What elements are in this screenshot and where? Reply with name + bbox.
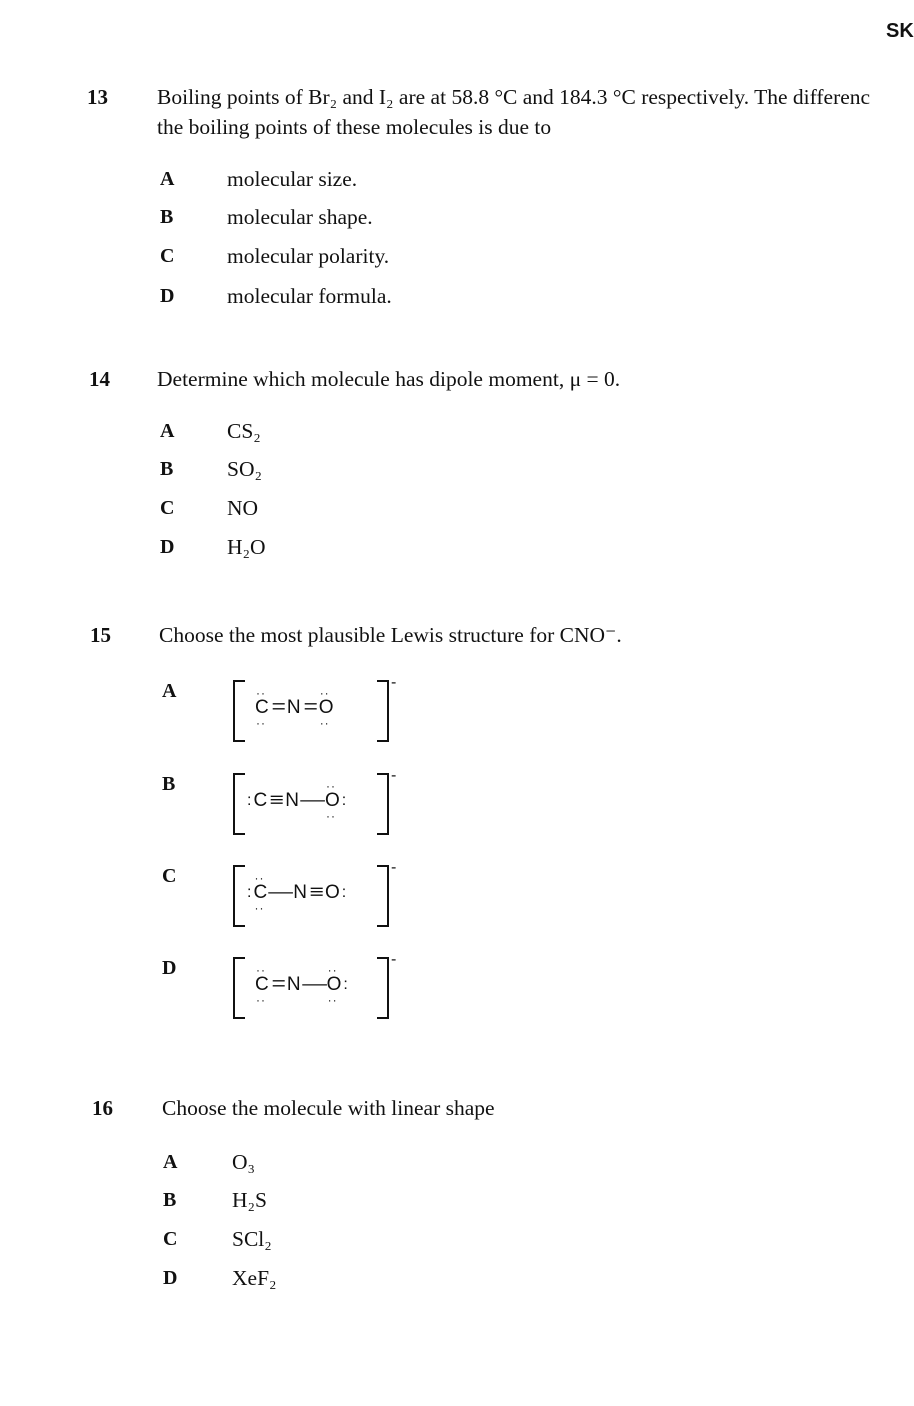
lewis-structure — [233, 951, 397, 1019]
lone-pair: : — [343, 976, 348, 993]
right-bracket — [377, 680, 389, 742]
option-text: H₂O — [227, 535, 266, 559]
atom: ·· C ·· — [255, 686, 269, 730]
atom: C — [253, 790, 268, 811]
question-text: the boiling points of these molecules is due to — [157, 115, 552, 139]
bond: = — [271, 974, 285, 995]
option-text: molecular polarity. — [227, 244, 390, 268]
option-text: molecular shape. — [227, 205, 373, 229]
option-text: molecular size. — [227, 167, 358, 191]
option-letter: C — [163, 1228, 178, 1250]
option-letter: B — [163, 1189, 177, 1211]
lewis-structure — [233, 767, 397, 835]
atom: N — [286, 697, 301, 718]
bond: ≡ — [269, 790, 283, 811]
atom: N — [285, 790, 300, 811]
left-bracket — [233, 680, 245, 742]
left-bracket — [233, 957, 245, 1019]
left-bracket — [233, 773, 245, 835]
question-text: Boiling points of Br₂ and I₂ are at 58.8 °C and 184.3 °C respectively. The differenc — [157, 85, 871, 109]
atom: ·· O ·· — [325, 779, 340, 823]
option-text: H₂S — [232, 1188, 267, 1212]
option-letter: B — [162, 773, 176, 795]
question-number: 16 — [92, 1096, 113, 1120]
lone-pair: : — [341, 884, 347, 901]
atom: ·· C ·· — [253, 871, 268, 915]
option-letter: A — [160, 420, 175, 442]
option-letter: D — [163, 1267, 178, 1289]
bond: = — [303, 697, 317, 718]
charge: - — [391, 859, 397, 876]
option-text: XeF₂ — [232, 1266, 277, 1290]
bond: — — [268, 882, 292, 903]
option-text: molecular formula. — [227, 284, 392, 308]
question-text: Choose the most plausible Lewis structure for CNO⁻. — [159, 623, 622, 647]
charge: - — [391, 767, 397, 784]
option-letter: C — [160, 245, 175, 267]
option-letter: B — [160, 458, 174, 480]
bond: = — [271, 697, 285, 718]
right-bracket — [377, 865, 389, 927]
atom: O — [325, 882, 340, 903]
right-bracket — [377, 773, 389, 835]
option-text: NO — [227, 496, 259, 520]
option-letter: C — [162, 865, 177, 887]
question-number: 15 — [90, 623, 111, 647]
lone-pair: : — [247, 792, 252, 809]
question-number: 13 — [87, 85, 108, 109]
option-letter: B — [160, 206, 174, 228]
option-letter: C — [160, 497, 175, 519]
option-letter: D — [162, 957, 177, 979]
bond: — — [300, 790, 324, 811]
atom: N — [293, 882, 307, 903]
question-text: Determine which molecule has dipole moment, μ = 0. — [157, 367, 621, 391]
lone-pair: : — [341, 792, 347, 809]
bond: — — [301, 974, 326, 995]
option-text: O₃ — [232, 1150, 256, 1174]
charge: - — [391, 674, 397, 691]
option-text: SO₂ — [227, 457, 262, 481]
right-bracket — [377, 957, 389, 1019]
option-letter: D — [160, 536, 175, 558]
atom: ·· C ·· — [255, 963, 269, 1007]
bond: ≡ — [309, 882, 323, 903]
option-text: CS₂ — [227, 419, 261, 443]
question-number: 14 — [89, 367, 110, 391]
atom: ·· O ·· — [326, 963, 342, 1007]
charge: - — [391, 951, 397, 968]
lewis-structure — [233, 859, 397, 927]
atom: N — [286, 974, 301, 995]
option-letter: A — [162, 680, 177, 702]
left-bracket — [233, 865, 245, 927]
option-letter: A — [160, 168, 175, 190]
lewis-structure — [233, 674, 397, 742]
option-letter: D — [160, 285, 175, 307]
option-text: SCl₂ — [232, 1227, 272, 1251]
question-text: Choose the molecule with linear shape — [162, 1096, 495, 1120]
lone-pair: : — [247, 884, 252, 901]
option-letter: A — [163, 1151, 178, 1173]
atom: ·· O ·· — [318, 686, 334, 730]
page-header-code: SK — [886, 20, 914, 42]
